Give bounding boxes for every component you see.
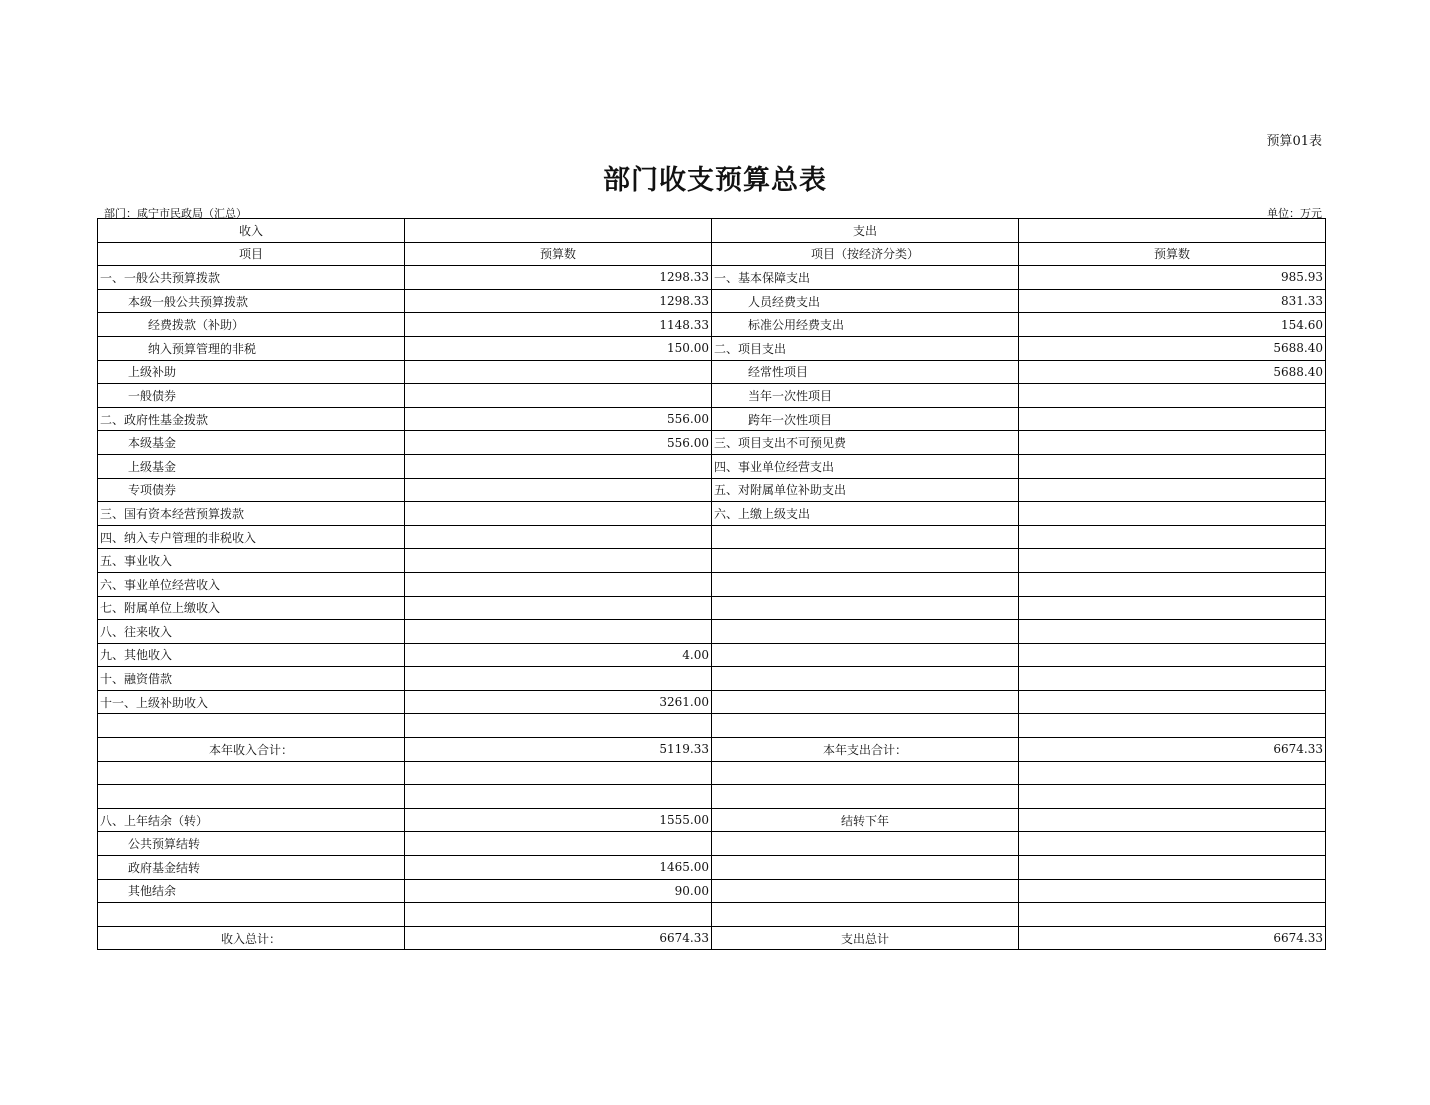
table-row [98, 407, 1326, 431]
income-amount-cell [405, 714, 712, 738]
table-row [98, 856, 1326, 880]
income-item-cell: 五、事业收入 [98, 549, 405, 573]
table-row [98, 690, 1326, 714]
income-item-cell: 政府基金结转 [98, 856, 405, 880]
table-row [98, 785, 1326, 809]
table-row [98, 478, 1326, 502]
table-row [98, 266, 1326, 290]
expense-item-cell [712, 549, 1019, 573]
table-row [98, 596, 1326, 620]
income-amount-cell [405, 525, 712, 549]
expense-amount-cell: 5688.40 [1019, 360, 1326, 384]
income-amount-cell: 3261.00 [405, 690, 712, 714]
table-row [98, 572, 1326, 596]
empty-header-cell [1019, 219, 1326, 243]
expense-amount-cell [1019, 690, 1326, 714]
expense-item-cell: 本年支出合计： [712, 738, 1019, 762]
expense-amount-cell [1019, 478, 1326, 502]
income-item-cell: 本级一般公共预算拨款 [98, 289, 405, 313]
form-number: 预算01表 [1266, 134, 1322, 149]
income-item-cell: 其他结余 [98, 879, 405, 903]
expense-amount-cell [1019, 384, 1326, 408]
expense-item-cell [712, 525, 1019, 549]
income-amount-cell: 150.00 [405, 336, 712, 360]
income-item-cell [98, 785, 405, 809]
income-amount-cell [405, 549, 712, 573]
expense-item-cell [712, 572, 1019, 596]
expense-item-cell: 四、事业单位经营支出 [712, 454, 1019, 478]
expense-amount-cell [1019, 643, 1326, 667]
expense-amount-cell [1019, 856, 1326, 880]
expense-amount-cell: 6674.33 [1019, 738, 1326, 762]
income-amount-cell: 4.00 [405, 643, 712, 667]
income-item-cell: 收入总计： [98, 926, 405, 950]
income-item-cell: 一、一般公共预算拨款 [98, 266, 405, 290]
income-amount-cell [405, 454, 712, 478]
income-item-cell: 十、融资借款 [98, 667, 405, 691]
expense-amount-cell [1019, 596, 1326, 620]
table-row [98, 738, 1326, 762]
expense-item-cell: 一、基本保障支出 [712, 266, 1019, 290]
expense-item-cell: 三、项目支出不可预见费 [712, 431, 1019, 455]
table-row [98, 525, 1326, 549]
expense-amount-cell [1019, 808, 1326, 832]
income-item-cell: 纳入预算管理的非税 [98, 336, 405, 360]
income-item-cell: 公共预算结转 [98, 832, 405, 856]
expense-section-header: 支出 [712, 219, 1019, 243]
budget-table [97, 218, 1326, 950]
expense-item-cell [712, 620, 1019, 644]
expense-item-cell [712, 879, 1019, 903]
expense-item-cell: 五、对附属单位补助支出 [712, 478, 1019, 502]
expense-item-cell [712, 643, 1019, 667]
expense-item-cell [712, 832, 1019, 856]
income-amount-cell [405, 903, 712, 927]
income-item-cell [98, 761, 405, 785]
income-item-header: 项目 [98, 242, 405, 266]
expense-amount-cell [1019, 502, 1326, 526]
expense-item-cell [712, 596, 1019, 620]
expense-item-header: 项目（按经济分类） [712, 242, 1019, 266]
income-item-cell: 一般债券 [98, 384, 405, 408]
income-amount-cell [405, 572, 712, 596]
table-row [98, 832, 1326, 856]
income-item-cell: 二、政府性基金拨款 [98, 407, 405, 431]
expense-amount-cell [1019, 620, 1326, 644]
empty-header-cell [405, 219, 712, 243]
expense-item-cell: 支出总计 [712, 926, 1019, 950]
income-amount-cell [405, 785, 712, 809]
table-row [98, 289, 1326, 313]
table-row [98, 454, 1326, 478]
table-row [98, 620, 1326, 644]
income-amount-cell: 1465.00 [405, 856, 712, 880]
expense-amount-cell [1019, 431, 1326, 455]
income-amount-cell [405, 360, 712, 384]
income-item-cell: 上级补助 [98, 360, 405, 384]
income-amount-cell: 1555.00 [405, 808, 712, 832]
income-item-cell: 三、国有资本经营预算拨款 [98, 502, 405, 526]
income-amount-header: 预算数 [405, 242, 712, 266]
table-row [98, 313, 1326, 337]
expense-item-cell: 六、上缴上级支出 [712, 502, 1019, 526]
table-row [98, 667, 1326, 691]
table-row [98, 384, 1326, 408]
income-amount-cell: 1298.33 [405, 289, 712, 313]
expense-amount-cell: 5688.40 [1019, 336, 1326, 360]
income-amount-cell: 5119.33 [405, 738, 712, 762]
income-amount-cell [405, 761, 712, 785]
expense-amount-cell [1019, 879, 1326, 903]
table-row [98, 714, 1326, 738]
income-item-cell [98, 903, 405, 927]
income-amount-cell [405, 832, 712, 856]
income-item-cell: 本级基金 [98, 431, 405, 455]
income-amount-cell: 1298.33 [405, 266, 712, 290]
expense-item-cell [712, 761, 1019, 785]
expense-item-cell: 结转下年 [712, 808, 1019, 832]
expense-amount-header: 预算数 [1019, 242, 1326, 266]
income-item-cell: 十一、上级补助收入 [98, 690, 405, 714]
expense-amount-cell [1019, 714, 1326, 738]
expense-item-cell [712, 667, 1019, 691]
expense-amount-cell [1019, 572, 1326, 596]
income-amount-cell: 1148.33 [405, 313, 712, 337]
expense-item-cell [712, 690, 1019, 714]
expense-amount-cell: 6674.33 [1019, 926, 1326, 950]
table-row [98, 336, 1326, 360]
income-amount-cell [405, 667, 712, 691]
income-item-cell: 七、附属单位上缴收入 [98, 596, 405, 620]
expense-item-cell [712, 903, 1019, 927]
expense-item-cell: 二、项目支出 [712, 336, 1019, 360]
income-section-header: 收入 [98, 219, 405, 243]
income-item-cell [98, 714, 405, 738]
expense-amount-cell [1019, 454, 1326, 478]
table-row [98, 643, 1326, 667]
expense-amount-cell [1019, 667, 1326, 691]
table-row [98, 761, 1326, 785]
expense-item-cell [712, 785, 1019, 809]
income-item-cell: 八、上年结余（转） [98, 808, 405, 832]
expense-amount-cell [1019, 549, 1326, 573]
table-row [98, 903, 1326, 927]
expense-amount-cell: 831.33 [1019, 289, 1326, 313]
income-amount-cell [405, 620, 712, 644]
expense-amount-cell [1019, 903, 1326, 927]
expense-item-cell: 标准公用经费支出 [712, 313, 1019, 337]
expense-amount-cell [1019, 761, 1326, 785]
income-amount-cell [405, 384, 712, 408]
income-item-cell: 八、往来收入 [98, 620, 405, 644]
unit-label: 单位：万元 [1267, 207, 1322, 220]
income-item-cell: 四、纳入专户管理的非税收入 [98, 525, 405, 549]
expense-item-cell: 跨年一次性项目 [712, 407, 1019, 431]
expense-amount-cell [1019, 832, 1326, 856]
expense-amount-cell [1019, 407, 1326, 431]
income-amount-cell: 6674.33 [405, 926, 712, 950]
table-row [98, 360, 1326, 384]
income-item-cell: 六、事业单位经营收入 [98, 572, 405, 596]
expense-amount-cell [1019, 785, 1326, 809]
income-item-cell: 上级基金 [98, 454, 405, 478]
expense-item-cell: 经常性项目 [712, 360, 1019, 384]
table-row [98, 879, 1326, 903]
income-item-cell: 经费拨款（补助） [98, 313, 405, 337]
expense-item-cell: 当年一次性项目 [712, 384, 1019, 408]
table-row [98, 549, 1326, 573]
page-title: 部门收支预算总表 [603, 165, 827, 196]
expense-item-cell [712, 856, 1019, 880]
income-amount-cell [405, 478, 712, 502]
table-row [98, 431, 1326, 455]
expense-amount-cell: 154.60 [1019, 313, 1326, 337]
expense-amount-cell [1019, 525, 1326, 549]
income-amount-cell: 556.00 [405, 431, 712, 455]
income-item-cell: 专项债券 [98, 478, 405, 502]
income-item-cell: 本年收入合计： [98, 738, 405, 762]
income-item-cell: 九、其他收入 [98, 643, 405, 667]
header-row-columns [98, 242, 1326, 266]
table-row [98, 808, 1326, 832]
expense-amount-cell: 985.93 [1019, 266, 1326, 290]
income-amount-cell [405, 502, 712, 526]
table-row [98, 502, 1326, 526]
table-row [98, 926, 1326, 950]
income-amount-cell: 90.00 [405, 879, 712, 903]
income-amount-cell: 556.00 [405, 407, 712, 431]
expense-item-cell [712, 714, 1019, 738]
department-label: 部门：咸宁市民政局（汇总） [104, 207, 247, 220]
income-amount-cell [405, 596, 712, 620]
header-row-sections [98, 219, 1326, 243]
expense-item-cell: 人员经费支出 [712, 289, 1019, 313]
